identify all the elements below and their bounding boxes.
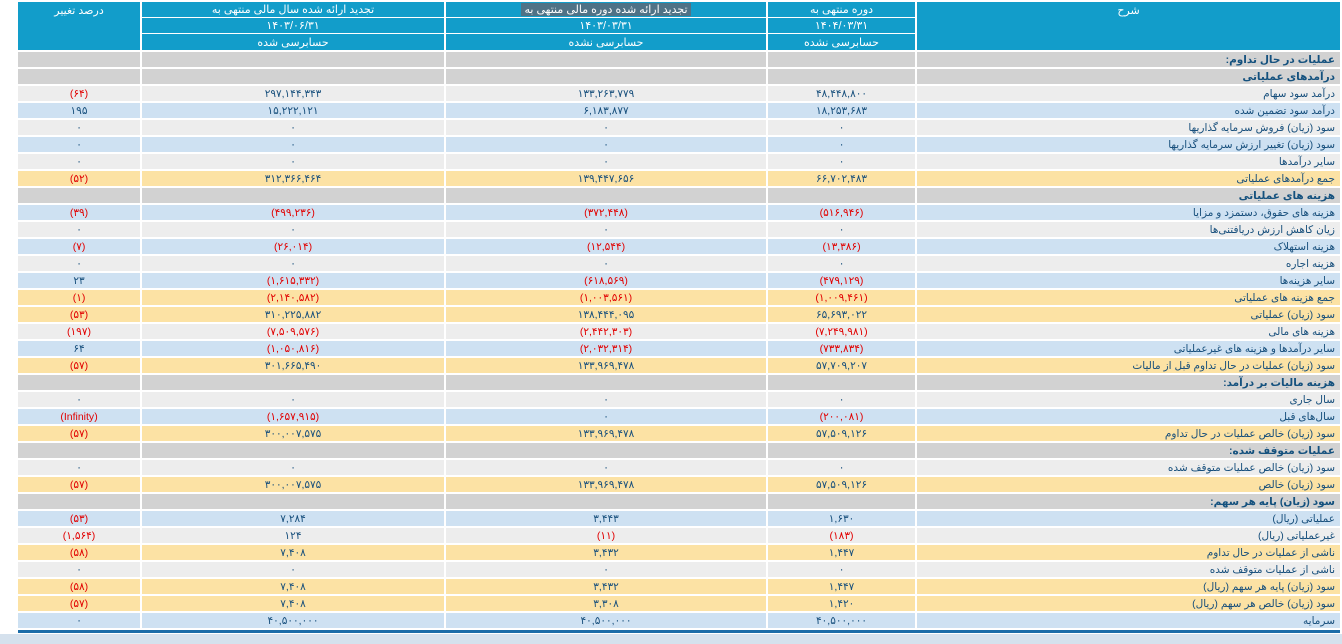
cell-restated-year: ۷,۴۰۸	[142, 596, 444, 611]
cell-restated-period: (۶۱۸,۵۶۹)	[446, 273, 766, 288]
cell-desc: غیرعملیاتی (ریال)	[917, 528, 1340, 543]
table-row	[18, 460, 1340, 475]
table-row	[18, 205, 1340, 220]
header-change: درصد تغییر	[18, 2, 140, 50]
cell-restated-year	[142, 69, 444, 84]
cell-restated-year	[142, 494, 444, 509]
cell-desc: جمع هزینه های عملیاتی	[917, 290, 1340, 305]
cell-restated-period	[446, 69, 766, 84]
cell-restated-year	[142, 52, 444, 67]
cell-desc: عملیاتی (ریال)	[917, 511, 1340, 526]
cell-restated-year: (۴۹۹,۲۳۶)	[142, 205, 444, 220]
cell-change: ۰	[18, 460, 140, 475]
cell-restated-period: ۶,۱۸۳,۸۷۷	[446, 103, 766, 118]
total-row	[18, 477, 1340, 492]
cell-change: ۲۳	[18, 273, 140, 288]
total-row	[18, 545, 1340, 560]
section-row	[18, 188, 1340, 203]
cell-restated-year: ۷,۲۸۴	[142, 511, 444, 526]
cell-desc: سال جاری	[917, 392, 1340, 407]
cell-change: ۰	[18, 120, 140, 135]
cell-change	[18, 188, 140, 203]
cell-desc: سود (زیان) پایه هر سهم:	[917, 494, 1340, 509]
header-restated-period-title-highlight: تجدید ارائه شده دوره مالی منتهی به	[521, 3, 690, 16]
cell-current: (۷,۲۴۹,۹۸۱)	[768, 324, 915, 339]
total-row	[18, 171, 1340, 186]
cell-restated-period: ۰	[446, 222, 766, 237]
section-row	[18, 443, 1340, 458]
cell-desc: سود (زیان) فروش سرمایه گذاریها	[917, 120, 1340, 135]
cell-current: ۵۷,۵۰۹,۱۲۶	[768, 426, 915, 441]
cell-restated-year: (۷,۵۰۹,۵۷۶)	[142, 324, 444, 339]
cell-change: (۵۸)	[18, 545, 140, 560]
total-row	[18, 307, 1340, 322]
footer-strip	[0, 634, 1342, 644]
cell-restated-year: (۱,۶۱۵,۳۳۲)	[142, 273, 444, 288]
cell-restated-period: ۰	[446, 256, 766, 271]
total-row	[18, 290, 1340, 305]
cell-restated-period: (۲,۴۴۲,۳۰۳)	[446, 324, 766, 339]
table-row	[18, 613, 1340, 628]
cell-change: ۰	[18, 392, 140, 407]
cell-current	[768, 69, 915, 84]
header-restated-year-date: ۱۴۰۳/۰۶/۳۱	[142, 18, 444, 33]
cell-current: ۰	[768, 222, 915, 237]
cell-current: (۵۱۶,۹۴۶)	[768, 205, 915, 220]
cell-restated-year: ۰	[142, 256, 444, 271]
cell-change	[18, 494, 140, 509]
cell-desc: درآمد سود تضمین شده	[917, 103, 1340, 118]
cell-current: ۰	[768, 120, 915, 135]
cell-change: (Infinity)	[18, 409, 140, 424]
table-row	[18, 137, 1340, 152]
cell-current: ۰	[768, 392, 915, 407]
cell-current: ۰	[768, 256, 915, 271]
cell-change: ۶۴	[18, 341, 140, 356]
header-current-date: ۱۴۰۴/۰۳/۳۱	[768, 18, 915, 33]
cell-change: ۱۹۵	[18, 103, 140, 118]
cell-restated-period: ۱۳۳,۹۶۹,۴۷۸	[446, 477, 766, 492]
cell-restated-period: ۱۳۳,۲۶۳,۷۷۹	[446, 86, 766, 101]
cell-restated-period: ۰	[446, 120, 766, 135]
cell-restated-period: (۱۱)	[446, 528, 766, 543]
cell-current: ۵۷,۵۰۹,۱۲۶	[768, 477, 915, 492]
cell-current: (۱۳,۳۸۶)	[768, 239, 915, 254]
cell-change: (۱۹۷)	[18, 324, 140, 339]
cell-restated-year: ۰	[142, 460, 444, 475]
cell-current: ۱,۴۴۷	[768, 545, 915, 560]
cell-current: ۴۸,۴۴۸,۸۰۰	[768, 86, 915, 101]
cell-current	[768, 375, 915, 390]
table-row	[18, 154, 1340, 169]
cell-desc: هزینه های عملیاتی	[917, 188, 1340, 203]
cell-change: (۱)	[18, 290, 140, 305]
cell-restated-period: (۳۷۲,۴۴۸)	[446, 205, 766, 220]
cell-desc: سود (زیان) عملیاتی	[917, 307, 1340, 322]
cell-restated-period: ۴۰,۵۰۰,۰۰۰	[446, 613, 766, 628]
cell-current: ۱,۴۲۰	[768, 596, 915, 611]
cell-restated-period: ۰	[446, 562, 766, 577]
table-row	[18, 120, 1340, 135]
table-row	[18, 86, 1340, 101]
cell-desc: هزینه استهلاک	[917, 239, 1340, 254]
cell-desc: ناشی از عملیات متوقف شده	[917, 562, 1340, 577]
cell-change	[18, 375, 140, 390]
cell-desc: سود (زیان) تغییر ارزش سرمایه گذاریها	[917, 137, 1340, 152]
cell-restated-year: ۳۱۲,۳۶۶,۴۶۴	[142, 171, 444, 186]
cell-current: ۶۶,۷۰۲,۴۸۳	[768, 171, 915, 186]
cell-current: (۱۸۳)	[768, 528, 915, 543]
cell-restated-period	[446, 375, 766, 390]
cell-desc: سود (زیان) خالص عملیات در حال تداوم	[917, 426, 1340, 441]
cell-current	[768, 188, 915, 203]
cell-restated-year: (۲,۱۴۰,۵۸۲)	[142, 290, 444, 305]
cell-change: (۳۹)	[18, 205, 140, 220]
cell-current: ۰	[768, 562, 915, 577]
table-row	[18, 239, 1340, 254]
cell-desc: هزینه های مالی	[917, 324, 1340, 339]
table-row	[18, 562, 1340, 577]
cell-restated-year: ۷,۴۰۸	[142, 579, 444, 594]
cell-restated-period: ۳,۳۰۸	[446, 596, 766, 611]
cell-desc: ناشی از عملیات در حال تداوم	[917, 545, 1340, 560]
cell-desc: زیان کاهش ارزش دریافتنی‌ها	[917, 222, 1340, 237]
cell-restated-year: (۱,۶۵۷,۹۱۵)	[142, 409, 444, 424]
cell-current: (۴۷۹,۱۲۹)	[768, 273, 915, 288]
cell-current: ۰	[768, 137, 915, 152]
cell-change: (۵۷)	[18, 596, 140, 611]
cell-desc: سود (زیان) عملیات در حال تداوم قبل از مالیات	[917, 358, 1340, 373]
cell-desc: جمع درآمدهای عملیاتی	[917, 171, 1340, 186]
table-row	[18, 222, 1340, 237]
cell-change: (۵۸)	[18, 579, 140, 594]
table-row	[18, 341, 1340, 356]
cell-restated-period: ۱۳۹,۴۴۷,۶۵۶	[446, 171, 766, 186]
header-restated-period-audit: حسابرسی نشده	[446, 34, 766, 50]
cell-desc: سرمایه	[917, 613, 1340, 628]
cell-restated-year: ۷,۴۰۸	[142, 545, 444, 560]
cell-restated-period: ۰	[446, 154, 766, 169]
cell-change: (۵۲)	[18, 171, 140, 186]
cell-current: ۶۵,۶۹۳,۰۲۲	[768, 307, 915, 322]
header-restated-period-date: ۱۴۰۳/۰۳/۳۱	[446, 18, 766, 33]
cell-restated-period: (۱,۰۰۳,۵۶۱)	[446, 290, 766, 305]
header-current-audit: حسابرسی نشده	[768, 34, 915, 50]
cell-restated-year: ۳۱۰,۲۲۵,۸۸۲	[142, 307, 444, 322]
section-row	[18, 69, 1340, 84]
cell-restated-period: (۱۲,۵۴۴)	[446, 239, 766, 254]
cell-change: ۰	[18, 222, 140, 237]
cell-current: ۴۰,۵۰۰,۰۰۰	[768, 613, 915, 628]
section-row	[18, 494, 1340, 509]
section-row	[18, 375, 1340, 390]
table-row	[18, 511, 1340, 526]
total-row	[18, 596, 1340, 611]
cell-restated-year: ۰	[142, 392, 444, 407]
cell-change: (۵۷)	[18, 477, 140, 492]
cell-restated-period: (۲,۰۳۲,۳۱۴)	[446, 341, 766, 356]
cell-restated-year: (۱,۰۵۰,۸۱۶)	[142, 341, 444, 356]
cell-restated-period: ۱۳۸,۴۴۴,۰۹۵	[446, 307, 766, 322]
header-current-title: دوره منتهی به	[768, 2, 915, 17]
total-row	[18, 426, 1340, 441]
cell-desc: سایر هزینه‌ها	[917, 273, 1340, 288]
cell-restated-period	[446, 52, 766, 67]
cell-change: ۰	[18, 256, 140, 271]
income-statement-table	[18, 2, 1340, 633]
cell-current: ۱,۶۳۰	[768, 511, 915, 526]
cell-current: (۱,۰۰۹,۴۶۱)	[768, 290, 915, 305]
table-row	[18, 409, 1340, 424]
cell-change: ۰	[18, 137, 140, 152]
cell-restated-year: ۰	[142, 120, 444, 135]
cell-restated-period: ۰	[446, 460, 766, 475]
cell-desc: هزینه های حقوق، دستمزد و مزایا	[917, 205, 1340, 220]
cell-current: (۷۳۳,۸۳۴)	[768, 341, 915, 356]
cell-restated-year: ۳۰۱,۶۶۵,۴۹۰	[142, 358, 444, 373]
cell-current: ۱۸,۲۵۳,۶۸۳	[768, 103, 915, 118]
cell-current: ۰	[768, 154, 915, 169]
cell-change: (۷)	[18, 239, 140, 254]
total-row	[18, 358, 1340, 373]
cell-desc: عملیات در حال تداوم:	[917, 52, 1340, 67]
cell-restated-year: (۲۶,۰۱۴)	[142, 239, 444, 254]
table-row	[18, 324, 1340, 339]
cell-desc: سود (زیان) خالص عملیات متوقف شده	[917, 460, 1340, 475]
header-restated-year-audit: حسابرسی شده	[142, 34, 444, 50]
header-restated-year-title: تجدید ارائه شده سال مالی منتهی به	[142, 2, 444, 17]
cell-desc: سایر درآمدها	[917, 154, 1340, 169]
table-row	[18, 256, 1340, 271]
cell-restated-period: ۳,۴۳۲	[446, 579, 766, 594]
cell-desc: درآمد سود سهام	[917, 86, 1340, 101]
cell-change: (۵۷)	[18, 426, 140, 441]
cell-desc: هزینه اجاره	[917, 256, 1340, 271]
cell-desc: سود (زیان) پایه هر سهم (ریال)	[917, 579, 1340, 594]
table-row	[18, 103, 1340, 118]
cell-restated-period: ۳,۴۴۳	[446, 511, 766, 526]
table-row	[18, 273, 1340, 288]
cell-change: ۰	[18, 154, 140, 169]
cell-current: ۱,۴۴۷	[768, 579, 915, 594]
cell-restated-period: ۰	[446, 409, 766, 424]
cell-restated-year: ۴۰,۵۰۰,۰۰۰	[142, 613, 444, 628]
cell-restated-year: ۰	[142, 222, 444, 237]
section-row	[18, 52, 1340, 67]
header-restated-period-title	[446, 2, 766, 17]
cell-restated-year: ۱۲۴	[142, 528, 444, 543]
cell-restated-period: ۰	[446, 392, 766, 407]
cell-restated-year: ۳۰۰,۰۰۷,۵۷۵	[142, 477, 444, 492]
cell-restated-period: ۰	[446, 137, 766, 152]
cell-desc: هزینه مالیات بر درآمد:	[917, 375, 1340, 390]
cell-current	[768, 494, 915, 509]
cell-change	[18, 443, 140, 458]
cell-restated-year	[142, 188, 444, 203]
cell-restated-year: ۰	[142, 137, 444, 152]
cell-restated-period: ۳,۴۳۲	[446, 545, 766, 560]
cell-restated-year: ۰	[142, 562, 444, 577]
cell-current: ۰	[768, 460, 915, 475]
cell-restated-year: ۱۵,۲۲۲,۱۲۱	[142, 103, 444, 118]
cell-change: (۱,۵۶۴)	[18, 528, 140, 543]
cell-desc: عملیات متوقف شده:	[917, 443, 1340, 458]
cell-restated-year	[142, 443, 444, 458]
cell-restated-period: ۱۳۳,۹۶۹,۴۷۸	[446, 426, 766, 441]
cell-restated-period	[446, 443, 766, 458]
cell-restated-period	[446, 188, 766, 203]
cell-change: ۰	[18, 613, 140, 628]
cell-change: (۶۴)	[18, 86, 140, 101]
cell-desc: سال‌های قبل	[917, 409, 1340, 424]
cell-restated-period	[446, 494, 766, 509]
cell-change: (۵۳)	[18, 307, 140, 322]
cell-change: ۰	[18, 562, 140, 577]
cell-restated-year: ۰	[142, 154, 444, 169]
table-row	[18, 392, 1340, 407]
cell-desc: درآمدهای عملیاتی	[917, 69, 1340, 84]
cell-change	[18, 52, 140, 67]
cell-desc: سایر درآمدها و هزینه های غیرعملیاتی	[917, 341, 1340, 356]
cell-desc: سود (زیان) خالص هر سهم (ریال)	[917, 596, 1340, 611]
cell-current: (۲۰۰,۰۸۱)	[768, 409, 915, 424]
table-header	[18, 2, 1340, 50]
cell-current: ۵۷,۷۰۹,۲۰۷	[768, 358, 915, 373]
cell-current	[768, 443, 915, 458]
total-row	[18, 579, 1340, 594]
cell-change: (۵۷)	[18, 358, 140, 373]
cell-desc: سود (زیان) خالص	[917, 477, 1340, 492]
cell-restated-year: ۲۹۷,۱۴۴,۳۴۳	[142, 86, 444, 101]
table-row	[18, 528, 1340, 543]
header-desc: شرح	[917, 2, 1340, 50]
table-body	[18, 52, 1340, 628]
cell-change: (۵۳)	[18, 511, 140, 526]
cell-restated-year	[142, 375, 444, 390]
cell-restated-period: ۱۳۳,۹۶۹,۴۷۸	[446, 358, 766, 373]
cell-change	[18, 69, 140, 84]
cell-current	[768, 52, 915, 67]
cell-restated-year: ۳۰۰,۰۰۷,۵۷۵	[142, 426, 444, 441]
